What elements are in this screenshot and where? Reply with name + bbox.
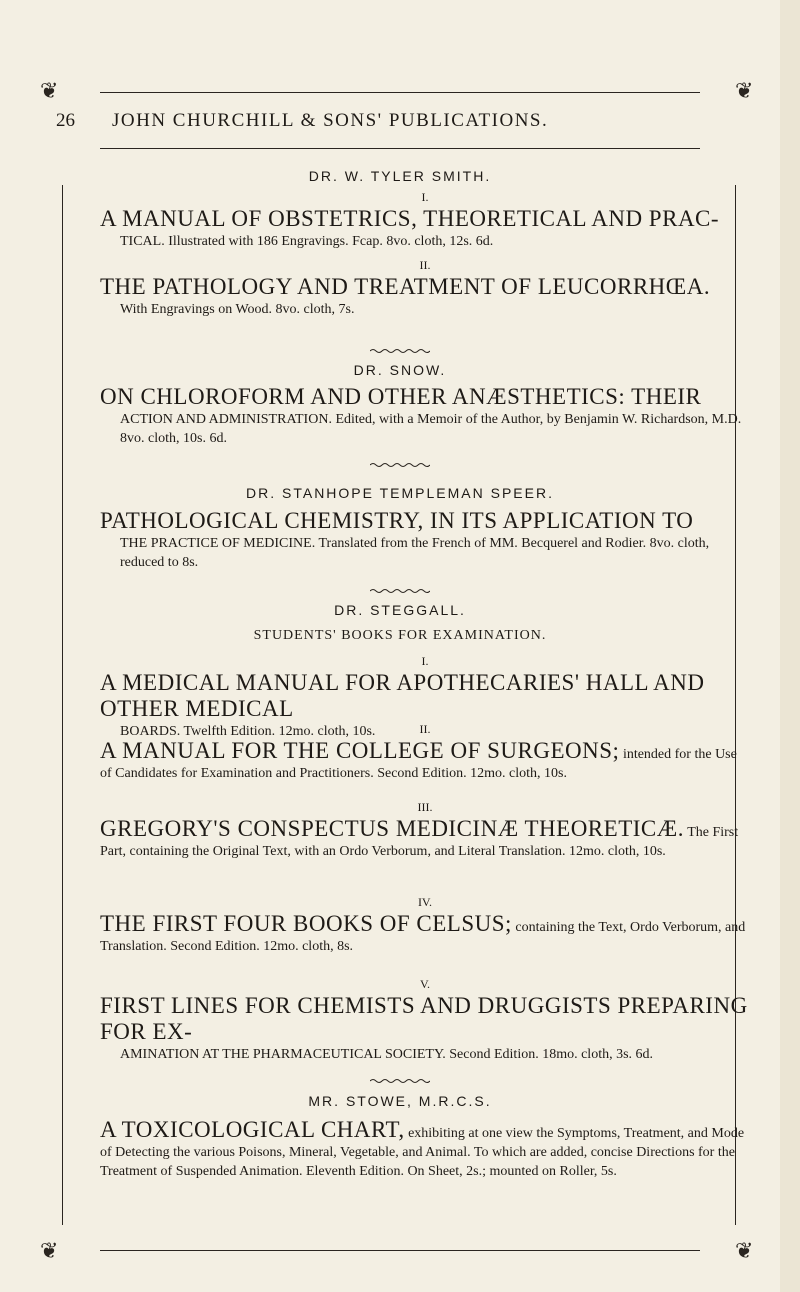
corner-ornament-icon: ❦: [40, 1238, 59, 1263]
book-title: THE FIRST FOUR BOOKS OF CELSUS;: [100, 911, 512, 936]
section-subtitle: STUDENTS' BOOKS FOR EXAMINATION.: [253, 628, 547, 643]
entry-number: III.: [417, 800, 433, 814]
book-title: PATHOLOGICAL CHEMISTRY, IN ITS APPLICATION TO: [100, 508, 694, 533]
entry-number: IV.: [417, 895, 433, 909]
book-details: intended for the Use of Candidates for Examination and Practitioners. Second Edition. 12mo. cloth, 10s.: [100, 747, 737, 781]
book-title: THE PATHOLOGY AND TREATMENT OF LEUCORRHŒA.: [100, 274, 711, 299]
book-details: AMINATION AT THE PHARMACEUTICAL SOCIETY. Second Edition. 18mo. cloth, 3s. 6d.: [120, 1047, 654, 1062]
book-title: A TOXICOLOGICAL CHART,: [100, 1117, 405, 1142]
book-title: A MANUAL FOR THE COLLEGE OF SURGEONS;: [100, 738, 620, 763]
book-title: ON CHLOROFORM AND OTHER ANÆSTHETICS: THEIR: [100, 384, 702, 409]
author-heading: DR. STEGGALL.: [334, 602, 466, 618]
top-rule: [100, 92, 700, 93]
corner-ornament-icon: ❦: [40, 78, 59, 103]
book-entry: [100, 977, 750, 1064]
wavy-divider: [370, 588, 430, 594]
wavy-divider: [370, 462, 430, 468]
running-title: JOHN CHURCHILL & SONS' PUBLICATIONS.: [112, 110, 549, 131]
entry-number: I.: [421, 654, 429, 668]
corner-ornament-icon: ❦: [735, 1238, 754, 1263]
book-details: ACTION AND ADMINISTRATION. Edited, with a Memoir of the Author, by Benjamin W. Richardson, M.D. 8vo. cloth, 10s. 6d.: [120, 412, 742, 446]
book-entry: [100, 800, 750, 861]
wavy-divider: [370, 1078, 430, 1084]
book-title: A MEDICAL MANUAL FOR APOTHECARIES' HALL AND OTHER MEDICAL: [100, 670, 705, 721]
wavy-divider: [370, 348, 430, 354]
book-entry: [100, 508, 750, 572]
book-entry: [100, 384, 750, 448]
corner-ornament-icon: ❦: [735, 78, 754, 103]
page-number: 26: [56, 110, 75, 131]
bottom-rule: [100, 1250, 700, 1251]
book-details: exhibiting at one view the Symptoms, Treatment, and Mode of Detecting the various Poisons, Mineral, Vegetable, and Animal. To which are added, concise Directions for the Treatment of Suspended Animation. Eleventh Edition. On Sheet, 2s.; mounted on Roller, 5s.: [100, 1126, 745, 1179]
book-details: The First Part, containing the Original Text, with an Ordo Verborum, and Literal Translation. 12mo. cloth, 10s.: [100, 825, 739, 859]
entry-number: II.: [419, 722, 431, 736]
header-rule: [100, 148, 700, 149]
book-details: containing the Text, Ordo Verborum, and Translation. Second Edition. 12mo. cloth, 8s.: [100, 920, 746, 954]
book-entry: [100, 895, 750, 956]
book-entry: [100, 1117, 750, 1181]
book-details: With Engravings on Wood. 8vo. cloth, 7s.: [120, 302, 355, 317]
author-heading: DR. SNOW.: [353, 362, 447, 378]
book-entry: [100, 258, 750, 319]
book-details: TICAL. Illustrated with 186 Engravings. Fcap. 8vo. cloth, 12s. 6d.: [120, 234, 494, 249]
book-details: BOARDS. Twelfth Edition. 12mo. cloth, 10s.: [120, 724, 376, 739]
author-heading: DR. W. TYLER SMITH.: [308, 168, 492, 184]
book-entry: [100, 190, 750, 251]
author-heading: MR. STOWE, M.R.C.S.: [308, 1093, 492, 1109]
book-title: GREGORY'S CONSPECTUS MEDICINÆ THEORETICÆ.: [100, 816, 684, 841]
author-heading: DR. STANHOPE TEMPLEMAN SPEER.: [246, 485, 554, 501]
book-details: THE PRACTICE OF MEDICINE. Translated from the French of MM. Becquerel and Rodier. 8vo. cloth, reduced to 8s.: [120, 536, 710, 570]
book-title: FIRST LINES FOR CHEMISTS AND DRUGGISTS PREPARING FOR EX-: [100, 993, 748, 1044]
book-title: A MANUAL OF OBSTETRICS, THEORETICAL AND PRAC-: [100, 206, 720, 231]
left-border: [62, 185, 63, 1225]
entry-number: I.: [421, 190, 429, 204]
entry-number: II.: [419, 258, 431, 272]
book-entry: [100, 722, 750, 783]
entry-number: V.: [419, 977, 431, 991]
